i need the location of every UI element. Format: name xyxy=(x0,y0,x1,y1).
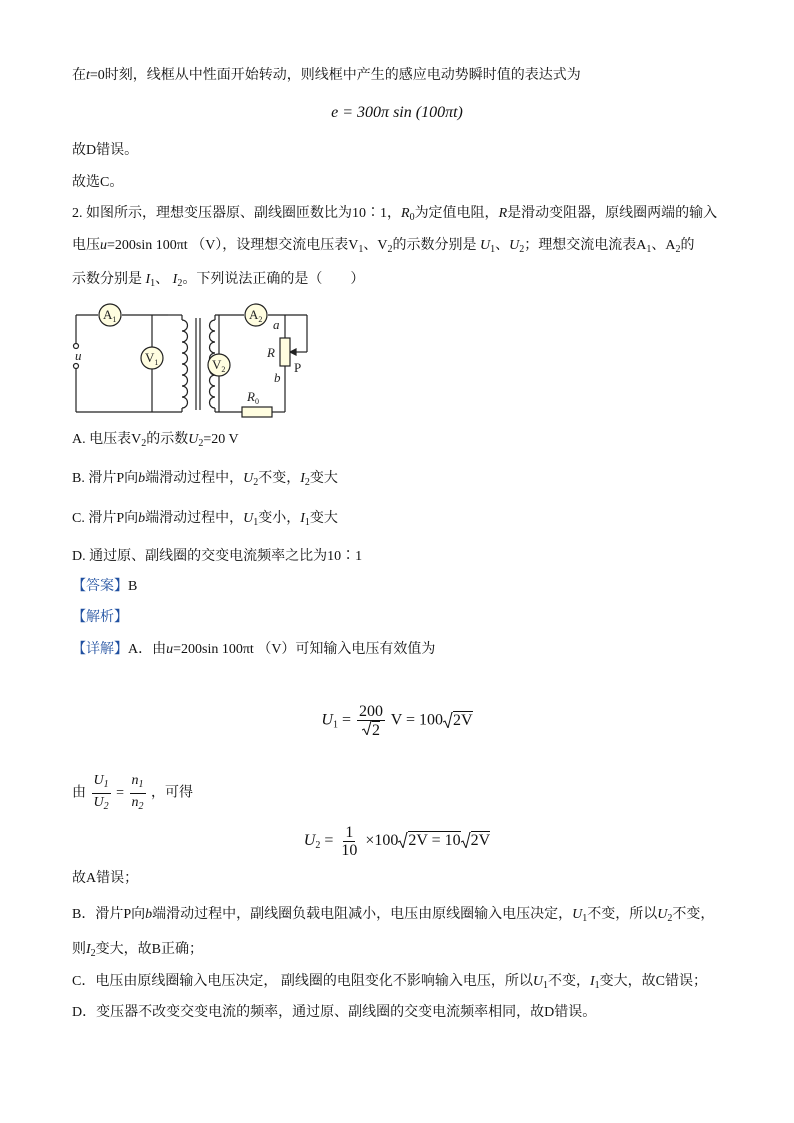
text-fragment: =20 V xyxy=(203,432,239,447)
label-b: b xyxy=(274,370,281,385)
answer-line xyxy=(72,577,137,597)
math-sub: 1 xyxy=(304,517,310,528)
math-sub: 1 xyxy=(582,913,588,924)
para-c-line xyxy=(72,972,707,996)
analysis-label: 【解析】 xyxy=(72,610,128,625)
math-sub: 2 xyxy=(90,948,96,959)
svg-text:V1: $V_1$ xyxy=(145,350,159,367)
text-fragment: B．滑片P向 xyxy=(72,907,146,922)
svg-text:R0: $R_0$ xyxy=(247,389,259,406)
sqrt-icon xyxy=(461,832,471,848)
math-var: U xyxy=(243,471,254,486)
math-sub: 1 xyxy=(594,980,600,991)
math-sub: 2 xyxy=(177,278,183,289)
text-fragment: 不变， xyxy=(547,974,590,989)
math-var: t xyxy=(86,68,90,83)
text-fragment: 变小， xyxy=(258,511,301,526)
math-var: U xyxy=(532,974,543,989)
fraction xyxy=(92,772,111,815)
math-var: I xyxy=(300,471,305,486)
u-label: u xyxy=(75,348,82,363)
text-fragment: ；理想交流电流表A xyxy=(524,238,647,253)
numerator: 1 xyxy=(345,824,354,841)
voltmeter-v1 xyxy=(141,347,163,369)
math-var: R xyxy=(498,206,508,221)
text-fragment: 不变， xyxy=(258,471,301,486)
text-fragment: A．由 xyxy=(128,642,167,657)
text-fragment: 的示数 xyxy=(146,432,189,447)
text-line: 故D错误。 xyxy=(72,143,139,158)
text-fragment: C. 滑片P向 xyxy=(72,511,139,526)
math-var: b xyxy=(145,907,153,922)
text-fragment: 电压 xyxy=(72,238,100,253)
answer-value: B xyxy=(128,579,138,594)
text-fragment: 。下列说法正确的是（ ） xyxy=(182,272,365,287)
math-sub: 1 xyxy=(138,779,144,790)
answer-label: 【答案】 xyxy=(72,579,128,594)
text-fragment: 是滑动变阻器，原线圈两端的输入 xyxy=(507,206,718,221)
math-sub: 2 xyxy=(667,913,673,924)
fraction xyxy=(357,703,385,739)
fraction xyxy=(130,772,146,815)
math-var: I xyxy=(145,272,151,287)
math-var: U xyxy=(243,511,254,526)
text-fragment: 、 xyxy=(495,238,510,253)
text-fragment: 为定值电阻， xyxy=(414,206,499,221)
math-sub: 1 xyxy=(332,719,338,731)
math-var: U xyxy=(480,238,491,253)
math-sub: 2 xyxy=(304,477,310,488)
math-var: e xyxy=(331,104,339,121)
option-b xyxy=(72,469,338,493)
rheostat-r xyxy=(280,338,290,366)
math-sub: 1 xyxy=(150,278,156,289)
numerator xyxy=(92,772,111,794)
math-var: I xyxy=(172,272,178,287)
para-b-line xyxy=(72,905,714,929)
text-fragment: 变大 xyxy=(309,471,338,486)
text-fragment: 端滑动过程中， xyxy=(145,511,244,526)
math-sub: 1 xyxy=(646,244,652,255)
text-fragment: 不变，所以 xyxy=(587,907,658,922)
math-var: b xyxy=(138,511,146,526)
denominator xyxy=(92,794,111,815)
denominator: 10 xyxy=(341,842,358,859)
para-d-line: D．变压器不改变交变电流的频率，通过原、副线圈的交变电流频率相同，故D错误。 xyxy=(72,1005,597,1020)
math-sub: 1 xyxy=(542,980,548,991)
transformer-circuit-diagram xyxy=(70,302,320,420)
math-var: U xyxy=(509,238,520,253)
math-var: U xyxy=(572,907,583,922)
math-sub: 2 xyxy=(387,244,393,255)
svg-text:A2: $A_2$ xyxy=(249,307,263,324)
text-fragment: 变大，故B正确； xyxy=(95,942,204,957)
text-fragment: 变大，故C错误； xyxy=(599,974,707,989)
formula-u1 xyxy=(0,703,794,739)
math-sub: 1 xyxy=(103,779,109,790)
math-sub: 2 xyxy=(138,801,144,812)
svg-text:A1: $A_1$ xyxy=(103,307,117,324)
text-fragment: A. 电压表V xyxy=(72,432,142,447)
math-var: U xyxy=(657,907,668,922)
text-fragment: 端滑动过程中， xyxy=(145,471,244,486)
equals-sign: = xyxy=(341,711,351,729)
math-var: I xyxy=(589,974,595,989)
option-d: D. 通过原、副线圈的交变电流频率之比为10∶1 xyxy=(72,549,363,564)
math-var: b xyxy=(138,471,146,486)
math-expr: 2V xyxy=(453,711,473,729)
text-fragment: 由 xyxy=(72,785,86,801)
text-line xyxy=(72,66,581,86)
question-line xyxy=(72,204,717,228)
text-line: 故A错误； xyxy=(72,871,139,886)
text-fragment: 不变， xyxy=(672,907,715,922)
detail-line xyxy=(72,640,435,660)
math-sub: 2 xyxy=(519,244,525,255)
primary-circuit xyxy=(76,315,182,412)
math-expr: = 300π sin (100πt) xyxy=(342,104,463,121)
math-var: U xyxy=(188,432,199,447)
option-c xyxy=(72,509,338,533)
math-var: U xyxy=(93,773,104,788)
math-var: I xyxy=(300,511,305,526)
text-fragment: =200sin 100πt （V），设理想交流电压表V xyxy=(107,238,359,253)
fraction xyxy=(339,824,359,859)
math-sub: 2 xyxy=(141,438,147,449)
math-var: u xyxy=(100,238,107,253)
equals-sign: = xyxy=(116,785,125,801)
math-var: U xyxy=(93,795,104,810)
text-fragment: 在 xyxy=(72,68,86,83)
text-fragment: 、A xyxy=(651,238,676,253)
svg-text:V2: $V_2$ xyxy=(212,357,226,374)
formula-u2 xyxy=(0,824,794,859)
ammeter-a2 xyxy=(245,304,267,326)
math-sub: 2 xyxy=(675,244,681,255)
denominator xyxy=(360,721,382,739)
ratio-line xyxy=(72,772,193,815)
numerator: 200 xyxy=(359,703,383,720)
question-line xyxy=(72,270,364,294)
sqrt-icon xyxy=(362,721,372,735)
para-b-line xyxy=(72,940,203,964)
math-sub: 2 xyxy=(198,438,204,449)
resistor-r0 xyxy=(242,407,272,417)
math-sub: 2 xyxy=(315,840,321,852)
math-var: R xyxy=(401,206,410,221)
math-expr: ×100 xyxy=(365,832,399,850)
math-sub: 2 xyxy=(103,801,109,812)
text-fragment: 则 xyxy=(72,942,86,957)
numerator: $n_1$ xyxy=(130,772,146,794)
sqrt-icon xyxy=(398,832,408,848)
option-a xyxy=(72,430,239,454)
math-expr: 2V = 10 xyxy=(408,832,461,850)
text-fragment: 、 xyxy=(155,272,170,287)
math-var: U xyxy=(303,832,316,850)
question-line xyxy=(72,236,695,260)
text-fragment: =200sin 100πt （V）可知输入电压有效值为 xyxy=(173,642,436,657)
label-r: R xyxy=(267,345,275,360)
text-fragment: 、V xyxy=(363,238,388,253)
equals-sign: = xyxy=(324,832,334,850)
text-fragment: =0时刻，线框从中性面开始转动，则线框中产生的感应电动势瞬时值的表达式为 xyxy=(89,68,581,83)
ammeter-a1 xyxy=(99,304,121,326)
math-sub: 1 xyxy=(358,244,364,255)
denominator: $n_2$ xyxy=(131,795,144,812)
label-a: a xyxy=(273,317,280,332)
text-fragment: C．电压由原线圈输入电压决定， 副线圈的电阻变化不影响输入电压，所以 xyxy=(72,974,533,989)
math-var: I xyxy=(86,942,91,957)
radicand: 2 xyxy=(372,722,380,739)
text-fragment: B. 滑片P向 xyxy=(72,471,139,486)
text-fragment: 变大 xyxy=(309,511,338,526)
text-fragment: ，可得 xyxy=(151,785,194,801)
detail-label: 【详解】 xyxy=(72,642,128,657)
text-fragment: 2. 如图所示，理想变压器原、副线圈匝数比为10∶1， xyxy=(72,206,401,221)
text-fragment: 的 xyxy=(680,238,695,253)
voltmeter-v2 xyxy=(208,354,230,376)
text-fragment: 示数分别是 xyxy=(72,272,142,287)
math-sub: 1 xyxy=(490,244,496,255)
sqrt-icon xyxy=(443,712,453,728)
primary-coil xyxy=(182,320,188,408)
math-expr: V = 100 xyxy=(390,711,444,729)
math-expr: 2V xyxy=(470,832,491,850)
text-line: 故选C。 xyxy=(72,175,124,190)
math-var: u xyxy=(166,642,174,657)
formula-emf xyxy=(0,104,794,122)
terminal-bottom xyxy=(74,364,79,369)
math-sub: 0 xyxy=(409,212,415,223)
math-sub: 2 xyxy=(253,477,259,488)
text-fragment: 端滑动过程中，副线圈负载电阻减小，电压由原线圈输入电压决定， xyxy=(152,907,573,922)
text-fragment: 的示数分别是 xyxy=(392,238,477,253)
label-p: P xyxy=(294,360,302,375)
math-sub: 1 xyxy=(253,517,259,528)
math-var: U xyxy=(321,711,333,729)
